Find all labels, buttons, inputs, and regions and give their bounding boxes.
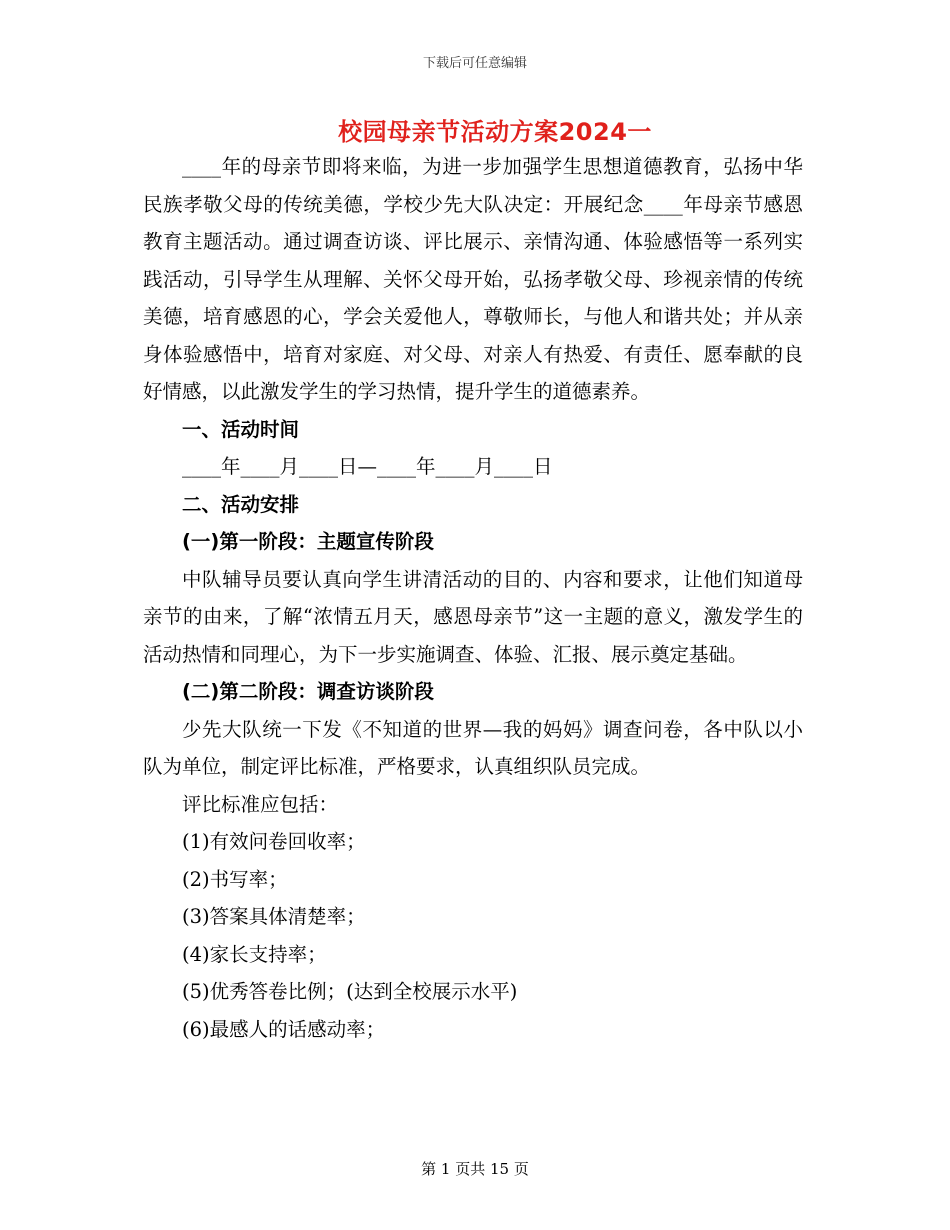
criteria-item: (3)答案具体清楚率；	[182, 905, 366, 928]
activity-time: ____年____月____日—____年____月____日	[182, 455, 553, 478]
criteria-intro: 评比标准应包括：	[182, 792, 339, 816]
stage2-paragraph: 少先大队统一下发《不知道的世界—我的妈妈》调查问卷，各中队以小队为单位，制定评比标准，严格要求，认真组织队员完成。	[143, 717, 803, 778]
document-title: 校园母亲节活动方案2024一	[338, 118, 652, 146]
document-body	[143, 148, 803, 1048]
criteria-item: (4)家长支持率；	[182, 942, 327, 966]
header-note: 下载后可任意编辑	[422, 56, 527, 71]
criteria-item: (1)有效问卷回收率；	[182, 830, 366, 853]
section-heading-time: 一、活动时间	[182, 417, 300, 441]
criteria-item: (5)优秀答卷比例；(达到全校展示水平)	[182, 980, 518, 1003]
stage1-paragraph: 中队辅导员要认真向学生讲清活动的目的、内容和要求，让他们知道母亲节的由来，了解“浓情五月天，感恩母亲节”这一主题的意义，激发学生的活动热情和同理心，为下一步实施调查、体验、汇报、展示奠定基础。	[143, 567, 803, 666]
intro-paragraph: ____年的母亲节即将来临，为进一步加强学生思想道德教育，弘扬中华民族孝敬父母的传统美德，学校少先大队决定：开展纪念____年母亲节感恩教育主题活动。通过调查访谈、评比展示、亲情沟通、体验感悟等一系列实践活动，引导学生从理解、关怀父母开始，弘扬孝敬父母、珍视亲情的传统美德，培育感恩的心，学会关爱他人，尊敬师长，与他人和谐共处；并从亲身体验感悟中，培育对家庭、对父母、对亲人有热爱、有责任、愿奉献的良好情感，以此激发学生的学习热情，提升学生的道德素养。	[143, 155, 803, 403]
page-number: 第 1 页共 15 页	[421, 1160, 529, 1178]
criteria-item: (2)书写率；	[182, 867, 288, 891]
stage1-heading: (一)第一阶段：主题宣传阶段	[182, 530, 434, 553]
section-heading-arrangement: 二、活动安排	[182, 492, 300, 516]
criteria-item: (6)最感人的话感动率；	[182, 1017, 386, 1041]
stage2-heading: (二)第二阶段：调查访谈阶段	[182, 680, 434, 703]
